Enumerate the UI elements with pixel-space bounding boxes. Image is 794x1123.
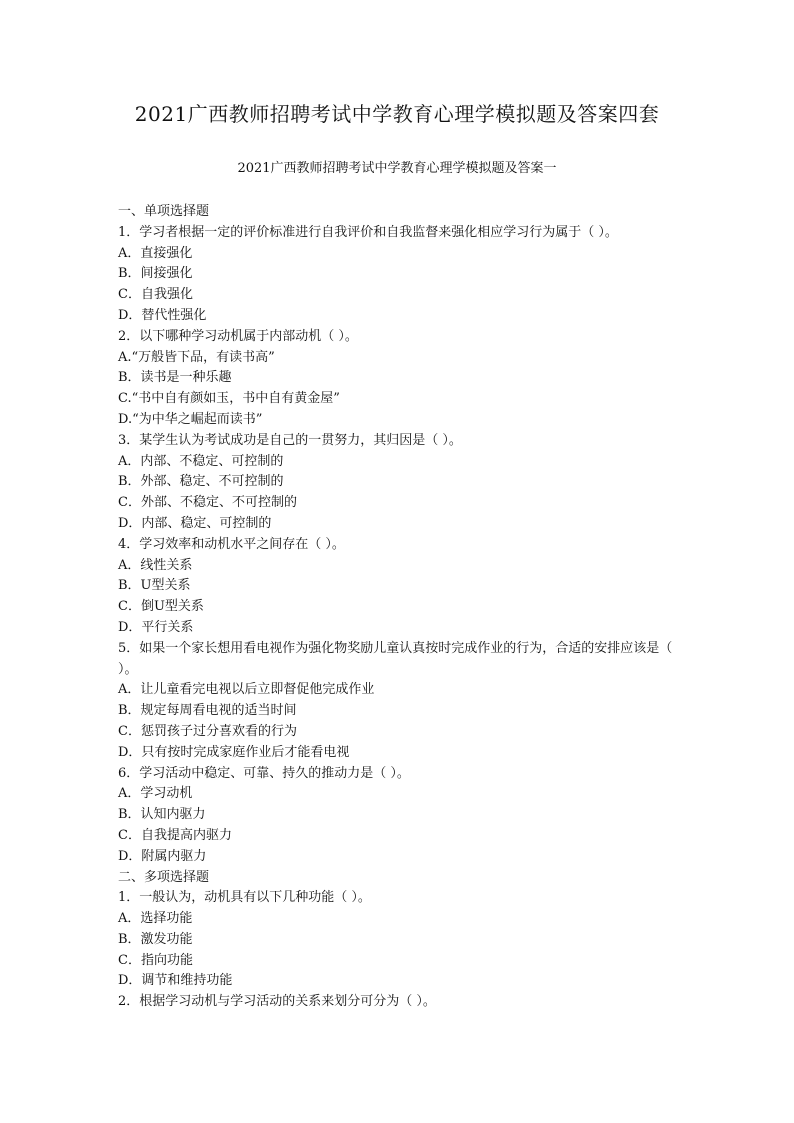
- text-line: 2．以下哪种学习动机属于内部动机（ ）。: [118, 328, 358, 344]
- text-line: 6．学习活动中稳定、可靠、持久的推动力是（ ）。: [118, 765, 410, 781]
- text-line: A．选择功能: [118, 911, 193, 927]
- text-line: C．外部、不稳定、不可控制的: [118, 495, 297, 511]
- text-line: D．附属内驱力: [118, 848, 207, 864]
- text-line: D．只有按时完成家庭作业后才能看电视: [118, 744, 350, 760]
- text-line: A．让儿童看完电视以后立即督促他完成作业: [118, 682, 375, 698]
- text-line: D.“为中华之崛起而读书”: [118, 411, 263, 427]
- question-body: [118, 202, 683, 1013]
- text-line: B．认知内驱力: [118, 807, 206, 823]
- text-line: B．读书是一种乐趣: [118, 370, 232, 386]
- text-line: C．惩罚孩子过分喜欢看的行为: [118, 723, 297, 739]
- text-line: A．学习动机: [118, 786, 193, 802]
- text-line: B．规定每周看电视的适当时间: [118, 703, 297, 719]
- text-line: A．内部、不稳定、可控制的: [118, 453, 284, 469]
- text-line: C．自我强化: [118, 287, 193, 303]
- text-line: B．间接强化: [118, 266, 193, 282]
- text-line: D．内部、稳定、可控制的: [118, 515, 272, 531]
- text-line: A．直接强化: [118, 245, 193, 261]
- text-line: B．U型关系: [118, 578, 191, 594]
- text-line: 4．学习效率和动机水平之间存在（ ）。: [118, 536, 345, 552]
- text-line: 1．学习者根据一定的评价标准进行自我评价和自我监督来强化相应学习行为属于（ ）。: [118, 224, 618, 240]
- text-line: C.“书中自有颜如玉，书中自有黄金屋”: [118, 391, 340, 407]
- text-line: 1．一般认为，动机具有以下几种功能（ ）。: [118, 890, 371, 906]
- text-line: C．自我提高内驱力: [118, 827, 232, 843]
- text-line: D．调节和维持功能: [118, 973, 233, 989]
- text-line: A．线性关系: [118, 557, 193, 573]
- text-line: D．替代性强化: [118, 307, 207, 323]
- text-line: D．平行关系: [118, 619, 194, 635]
- text-line: A.“万般皆下品，有读书高”: [118, 349, 275, 365]
- document-title: 2021广西教师招聘考试中学教育心理学模拟题及答案四套: [134, 102, 660, 126]
- text-line: 二、多项选择题: [118, 869, 210, 885]
- text-line: 2．根据学习动机与学习活动的关系来划分可分为（ ）。: [118, 994, 436, 1010]
- section-subtitle: 2021广西教师招聘考试中学教育心理学模拟题及答案一: [237, 161, 557, 176]
- text-line: C．倒U型关系: [118, 599, 204, 615]
- text-line: 3．某学生认为考试成功是自己的一贯努力，其归因是（ ）。: [118, 432, 462, 448]
- text-line: C．指向功能: [118, 952, 193, 968]
- text-line: B．外部、稳定、不可控制的: [118, 474, 284, 490]
- text-line: 5．如果一个家长想用看电视作为强化物奖励儿童认真按时完成作业的行为，合适的安排应该是（ ）。: [118, 640, 677, 677]
- text-line: B．激发功能: [118, 931, 193, 947]
- text-line: 一、单项选择题: [118, 204, 210, 219]
